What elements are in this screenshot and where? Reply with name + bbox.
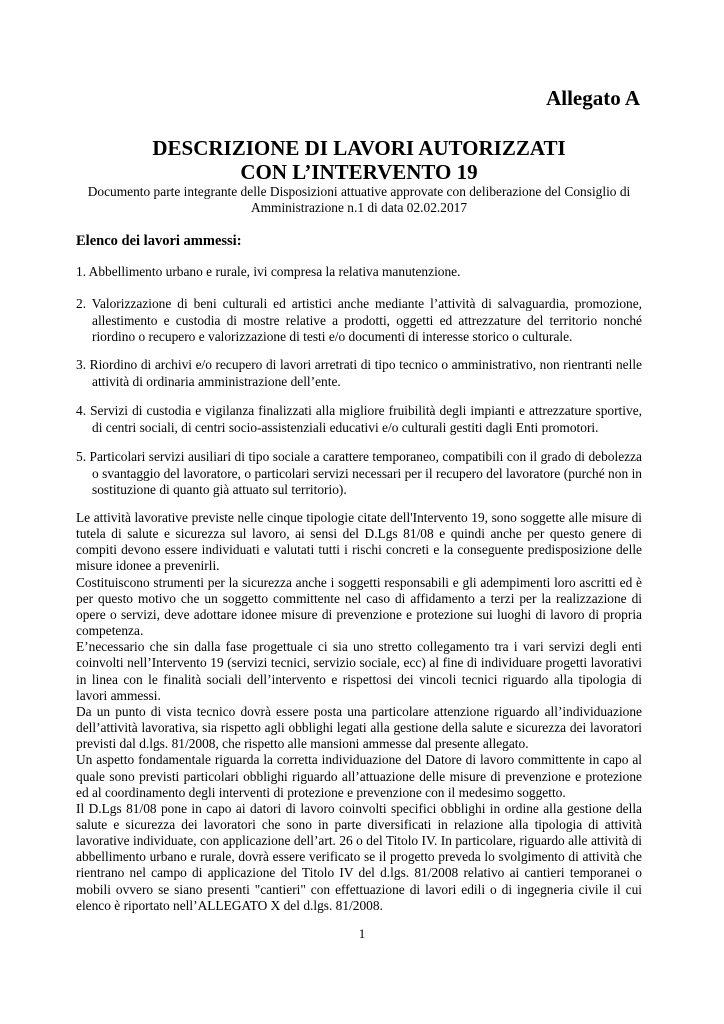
list-item-number: 4.	[76, 403, 87, 418]
list-item-number: 3.	[76, 357, 87, 372]
list-item-number: 5.	[76, 449, 87, 464]
document-subtitle: Documento parte integrante delle Disposizioni attuative approvate con deliberazione del Consiglio di Amministrazione n.1 di data 02.02.2017	[87, 184, 631, 216]
body-paragraph: Il D.Lgs 81/08 pone in capo ai datori di lavoro coinvolti specifici obblighi in ordine alla gestione della salute e sicurezza dei lavoratori che sono in parte diversificati in relazione alla tipologia di attività lavorative individuate, con applicazione dell’art. 26 o del Titolo IV. In particolare, riguardo alle attività di abbellimento urbano e rurale, dovrà essere verificato se il progetto preveda lo svolgimento di attività che rientrano nel campo di applicazione del Titolo IV del d.lgs. 81/2008 relativo ai cantieri temporanei o mobili ovvero se siano presenti "cantieri" con effettuazione di lavori edili o di ingegneria civile il cui elenco è riportato nell’ALLEGATO X del d.lgs. 81/2008.	[76, 800, 642, 913]
body-paragraph: Le attività lavorative previste nelle cinque tipologie citate dell'Intervento 19, sono soggette alle misure di tutela di salute e sicurezza sul lavoro, ai sensi del D.Lgs 81/08 e quindi anche per questo genere di compiti devono essere individuati e valutati tutti i rischi concreti e la conseguente predisposizione delle misure idonee a prevenirli.	[76, 510, 642, 574]
body-paragraph: Da un punto di vista tecnico dovrà essere posta una particolare attenzione riguardo all’individuazione dell’attività lavorativa, sia rispetto agli obblighi legati alla gestione della salute e sicurezza dei lavoratori previsti dal d.lgs. 81/2008, che rispetto alle mansioni ammesse dal presente allegato.	[76, 703, 642, 752]
list-item-text: Particolari servizi ausiliari di tipo sociale a carattere temporaneo, compatibili con il grado di debolezza o svantaggio del lavoratore, o particolari servizi necessari per il recupero del lavoratore (purché non in sostituzione di quanto già attuato sul territorio).	[89, 449, 642, 497]
list-item	[76, 264, 642, 281]
list-item-text: Riordino di archivi e/o recupero di lavori arretrati di tipo tecnico o amministrativo, non rientranti nelle attività di ordinaria amministrazione dell’ente.	[89, 357, 642, 389]
page-number: 1	[358, 926, 366, 941]
list-item	[76, 403, 642, 436]
body-text	[76, 510, 642, 914]
annex-label: Allegato A	[546, 86, 640, 110]
body-paragraph: Costituiscono strumenti per la sicurezza anche i soggetti responsabili e gli adempimenti loro ascritti ed è per questo motivo che un soggetto committente nel caso di affidamento a terzi per la realizzazione di opere o servizi, deve adottare idonee misure di prevenzione e protezione sui luoghi di lavoro di propria competenza.	[76, 574, 642, 639]
list-item	[76, 357, 642, 390]
section-heading: Elenco dei lavori ammessi:	[76, 233, 242, 249]
list-item	[76, 296, 642, 346]
list-item-number: 1.	[76, 264, 87, 279]
body-paragraph: E’necessario che sin dalla fase progettuale ci sia uno stretto collegamento tra i vari servizi degli enti coinvolti nell’Intervento 19 (servizi tecnici, servizio sociale, ecc) al fine di individuare progetti lavorativi in linea con le finalità sociali dell’intervento e rispettosi dei vincoli tecnici riguardo alla tipologia di lavori ammessi.	[76, 639, 642, 703]
list-item	[76, 449, 642, 499]
list-item-text: Abbellimento urbano e rurale, ivi compresa la relativa manutenzione.	[88, 264, 461, 279]
list-item-number: 2.	[76, 296, 87, 311]
document-title-line-2: CON L’INTERVENTO 19	[240, 160, 478, 184]
document-title-line-1: DESCRIZIONE DI LAVORI AUTORIZZATI	[152, 136, 566, 160]
list-item-text: Valorizzazione di beni culturali ed artistici anche mediante l’attività di salvaguardia, promozione, allestimento e custodia di mostre relative a prodotti, oggetti ed attrezzature del territorio nonché riordino o recupero e valorizzazione di testi e/o documenti di interesse storico o culturale.	[91, 296, 642, 344]
list-item-text: Servizi di custodia e vigilanza finalizzati alla migliore fruibilità degli impianti e attrezzature sportive, di centri sociali, di centri socio-assistenziali educativi e/o culturali gestiti dagli Enti promotori.	[90, 403, 642, 435]
body-paragraph: Un aspetto fondamentale riguarda la corretta individuazione del Datore di lavoro committente in capo al quale sono previsti particolari obblighi riguardo all’attuazione delle misure di prevenzione e protezione ed al coordinamento degli interventi di protezione e prevenzione con il medesimo soggetto.	[76, 752, 642, 800]
